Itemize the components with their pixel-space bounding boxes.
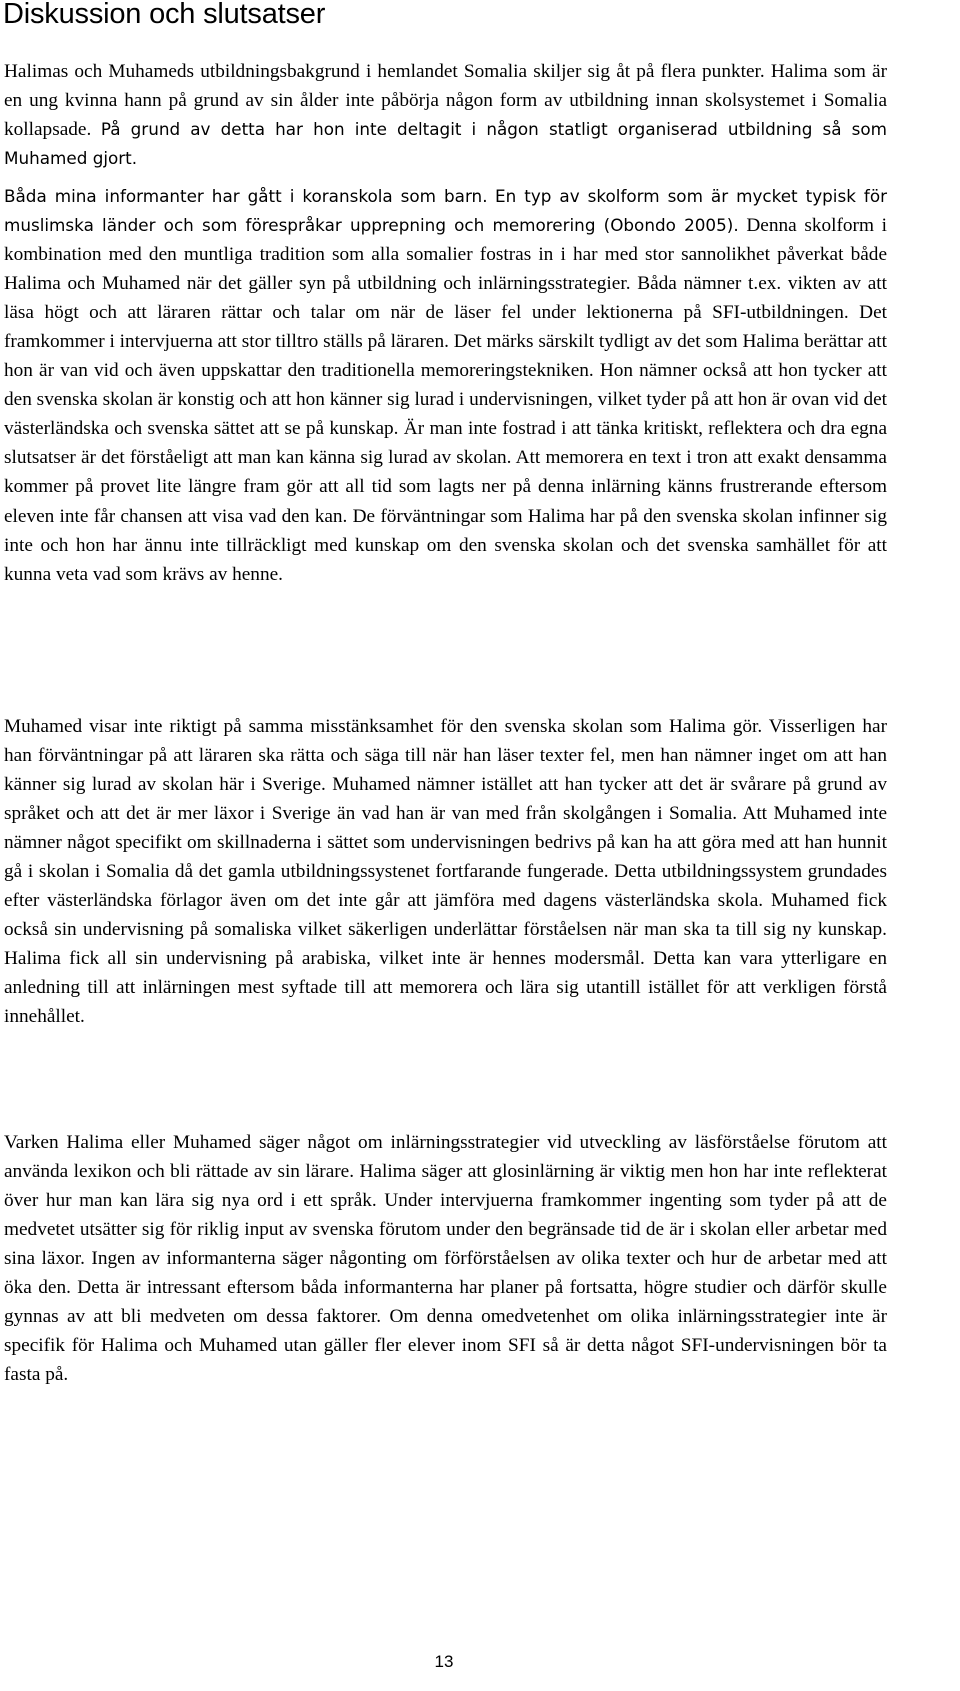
paragraph-1-sentences-serif: Halimas och Muhameds utbildningsbakgrund i hemlandet Somalia skiljer sig åt på flera punkter. Halima som är en ung kvinna hann på grund av sin ålder inte påbörja någon form av utbildning innan skolsystemet i Somalia kollapsade. [4, 61, 887, 141]
paragraph-1 [4, 57, 887, 173]
paragraph-1-sentence-sans: På grund av detta har hon inte deltagit i någon statligt organiserad utbildning så som Muhamed gjort. [4, 119, 887, 169]
paragraph-2-opening-sans: Båda mina informanter har gått i koranskola som barn. [4, 186, 488, 206]
section-heading: Diskussion och slutsatser [3, 0, 326, 30]
paragraph-3: Muhamed visar inte riktigt på samma misstänksamhet för den svenska skolan som Halima gör. Visserligen har han förväntningar på att läraren ska rätta och säga till när han läser texter fel, men han nämner inget om att han känner sig lurad av skolan här i Sverige. Muhamed nämner istället att han tycker att det är svårare på grund av språket och att det är mer läxor i Sverige än vad han är van med från skolgången i Somalia. Att Muhamed inte nämner något specifikt om skillnaderna i sättet som undervisningen bedrivs på kan ha att göra med att han hunnit gå i skolan i Somalia då det gamla utbildningssystenet fortfarande fungerade. Detta utbildningssystem grundades efter västerländska förlagor även om det inte går att jämföra med dagens västerländska skola. Muhamed fick också sin undervisning på somaliska vilket säkerligen underlättar förståelsen när man ska ta till sig ny kunskap. Halima fick all sin undervisning på arabiska, vilket inte är hennes modersmål. Detta kan vara ytterligare en anledning till att inlärningen mest syftade till att memorera och lära sig utantill istället för att verkligen förstå innehållet. [4, 716, 887, 1028]
paragraph-2-sentence-sans: En typ av skolform som är mycket typisk för muslimska länder och som förespråkar upprepning och memorering (Obondo 2005). [4, 186, 887, 236]
paragraph-2-body: Denna skolform i kombination med den muntliga tradition som alla somalier fostras in i har med stor sannolikhet påverkat både Halima och Muhamed när det gäller syn på utbildning och inlärningsstrategier. Båda nämner t.ex. vikten av att läsa högt och att läraren rättar och talar om när de läser fel under lektionerna på SFI-utbildningen. Det framkommer i intervjuerna att stor tilltro ställs på läraren. Det märks särskilt tydligt av det som Halima berättar att hon är van vid och även uppskattar den traditionella memoreringstekniken. Hon nämner också att hon tycker att den svenska skolan är konstig och att hon känner sig lurad i undervisningen, vilket tyder på att hon är ovan vid det västerländska och svenska sättet att se på kunskap. Är man inte fostrad i att tänka kritiskt, reflektera och dra egna slutsatser är det förståeligt att man kan känna sig lurad av skolan. Att memorera en text i tron att exakt densamma kommer på provet lite längre fram gör att all tid som lagts ner på denna inlärning känns frustrerande eftersom eleven inte får chansen att visa vad den kan. De förväntningar som Halima har på den svenska skolan infinner sig inte och hon har ännu inte tillräckligt med kunskap om den svenska skolan och det svenska samhället för att kunna veta vad som krävs av henne. [4, 215, 888, 585]
page-number: 13 [434, 1652, 454, 1671]
paragraph-4: Varken Halima eller Muhamed säger något om inlärningsstrategier vid utveckling av läsförståelse förutom att använda lexikon och bli rättade av sin lärare. Halima säger att glosinlärning är viktig men hon har inte reflekterat över hur man kan lära sig nya ord i ett språk. Under intervjuerna framkommer ingenting som tyder på att de medvetet utsätter sig för riklig input av svenska förutom under den begränsade tid de är i skolan eller arbetar med sina läxor. Ingen av informanterna säger någonting om förförståelsen av olika texter och hur de arbetar med att öka den. Detta är intressant eftersom båda informanterna har planer på fortsatta, högre studier och därför skulle gynnas av att bli medveten om dessa faktorer. Om denna omedvetenhet om olika inlärningsstrategier inte är specifik för Halima och Muhamed utan gäller fler elever inom SFI så är detta något SFI-undervisningen bör ta fasta på. [4, 1132, 887, 1386]
paragraph-2 [4, 182, 887, 589]
